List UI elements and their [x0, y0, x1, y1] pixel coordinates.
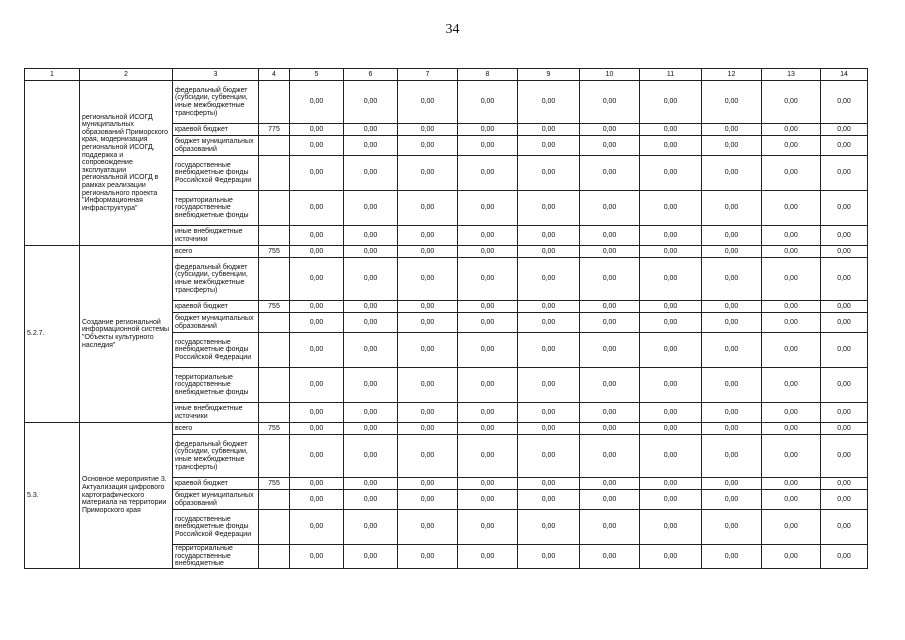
- grbs-code: [259, 510, 290, 545]
- funding-source: федеральный бюджет (субсидии, субвенции, иные межбюджетные трансферты): [173, 435, 259, 478]
- amount-cell: 0,00: [702, 301, 762, 313]
- column-header: 5: [290, 69, 344, 81]
- amount-cell: 0,00: [640, 246, 702, 258]
- column-header: 3: [173, 69, 259, 81]
- amount-cell: 0,00: [580, 333, 640, 368]
- header-row: [25, 69, 868, 81]
- amount-cell: 0,00: [398, 246, 458, 258]
- amount-cell: 0,00: [762, 258, 821, 301]
- column-header: 10: [580, 69, 640, 81]
- grbs-code: [259, 191, 290, 226]
- column-header: 1: [25, 69, 80, 81]
- amount-cell: 0,00: [580, 226, 640, 246]
- amount-cell: 0,00: [762, 156, 821, 191]
- amount-cell: 0,00: [821, 545, 868, 569]
- amount-cell: 0,00: [458, 246, 518, 258]
- amount-cell: 0,00: [640, 333, 702, 368]
- amount-cell: 0,00: [821, 226, 868, 246]
- amount-cell: 0,00: [344, 226, 398, 246]
- amount-cell: 0,00: [580, 246, 640, 258]
- amount-cell: 0,00: [821, 403, 868, 423]
- amount-cell: 0,00: [458, 81, 518, 124]
- amount-cell: 0,00: [458, 545, 518, 569]
- amount-cell: 0,00: [580, 81, 640, 124]
- amount-cell: 0,00: [290, 333, 344, 368]
- amount-cell: 0,00: [290, 313, 344, 333]
- amount-cell: 0,00: [398, 313, 458, 333]
- amount-cell: 0,00: [821, 136, 868, 156]
- amount-cell: 0,00: [640, 81, 702, 124]
- amount-cell: 0,00: [344, 258, 398, 301]
- amount-cell: 0,00: [580, 368, 640, 403]
- column-header: 6: [344, 69, 398, 81]
- amount-cell: 0,00: [518, 368, 580, 403]
- amount-cell: 0,00: [458, 313, 518, 333]
- funding-source: иные внебюджетные источники: [173, 403, 259, 423]
- amount-cell: 0,00: [518, 423, 580, 435]
- amount-cell: 0,00: [518, 510, 580, 545]
- amount-cell: 0,00: [762, 435, 821, 478]
- amount-cell: 0,00: [518, 156, 580, 191]
- amount-cell: 0,00: [344, 156, 398, 191]
- funding-source: государственные внебюджетные фонды Российской Федерации: [173, 510, 259, 545]
- amount-cell: 0,00: [344, 136, 398, 156]
- funding-source: бюджет муниципальных образований: [173, 313, 259, 333]
- amount-cell: 0,00: [344, 435, 398, 478]
- amount-cell: 0,00: [640, 368, 702, 403]
- budget-table: [24, 68, 868, 569]
- amount-cell: 0,00: [290, 301, 344, 313]
- funding-source: территориальные государственные внебюджетные: [173, 545, 259, 569]
- amount-cell: 0,00: [821, 435, 868, 478]
- amount-cell: 0,00: [518, 246, 580, 258]
- amount-cell: 0,00: [458, 258, 518, 301]
- amount-cell: 0,00: [702, 545, 762, 569]
- amount-cell: 0,00: [458, 191, 518, 226]
- amount-cell: 0,00: [290, 478, 344, 490]
- amount-cell: 0,00: [398, 258, 458, 301]
- amount-cell: 0,00: [518, 191, 580, 226]
- amount-cell: 0,00: [344, 368, 398, 403]
- funding-source: всего: [173, 423, 259, 435]
- column-header: 4: [259, 69, 290, 81]
- amount-cell: 0,00: [458, 333, 518, 368]
- amount-cell: 0,00: [290, 136, 344, 156]
- amount-cell: 0,00: [458, 156, 518, 191]
- amount-cell: 0,00: [398, 301, 458, 313]
- amount-cell: 0,00: [518, 435, 580, 478]
- amount-cell: 0,00: [398, 403, 458, 423]
- amount-cell: 0,00: [702, 136, 762, 156]
- amount-cell: 0,00: [762, 246, 821, 258]
- amount-cell: 0,00: [702, 333, 762, 368]
- amount-cell: 0,00: [290, 246, 344, 258]
- grbs-code: [259, 333, 290, 368]
- amount-cell: 0,00: [398, 191, 458, 226]
- grbs-code: [259, 368, 290, 403]
- amount-cell: 0,00: [518, 226, 580, 246]
- amount-cell: 0,00: [518, 313, 580, 333]
- column-header: 9: [518, 69, 580, 81]
- amount-cell: 0,00: [518, 478, 580, 490]
- amount-cell: 0,00: [344, 490, 398, 510]
- amount-cell: 0,00: [458, 478, 518, 490]
- amount-cell: 0,00: [640, 423, 702, 435]
- amount-cell: 0,00: [458, 124, 518, 136]
- amount-cell: 0,00: [580, 156, 640, 191]
- amount-cell: 0,00: [762, 301, 821, 313]
- amount-cell: 0,00: [290, 490, 344, 510]
- grbs-code: [259, 313, 290, 333]
- amount-cell: 0,00: [344, 510, 398, 545]
- amount-cell: 0,00: [762, 545, 821, 569]
- funding-source: государственные внебюджетные фонды Российской Федерации: [173, 156, 259, 191]
- funding-source: территориальные государственные внебюджетные фонды: [173, 191, 259, 226]
- amount-cell: 0,00: [640, 403, 702, 423]
- amount-cell: 0,00: [640, 191, 702, 226]
- amount-cell: 0,00: [821, 313, 868, 333]
- funding-source: бюджет муниципальных образований: [173, 136, 259, 156]
- amount-cell: 0,00: [702, 368, 762, 403]
- funding-source: иные внебюджетные источники: [173, 226, 259, 246]
- amount-cell: 0,00: [580, 478, 640, 490]
- amount-cell: 0,00: [640, 545, 702, 569]
- amount-cell: 0,00: [640, 124, 702, 136]
- amount-cell: 0,00: [762, 313, 821, 333]
- amount-cell: 0,00: [762, 226, 821, 246]
- amount-cell: 0,00: [344, 246, 398, 258]
- amount-cell: 0,00: [518, 136, 580, 156]
- amount-cell: 0,00: [762, 124, 821, 136]
- amount-cell: 0,00: [290, 191, 344, 226]
- amount-cell: 0,00: [762, 191, 821, 226]
- funding-source: краевой бюджет: [173, 124, 259, 136]
- item-name: региональной ИСОГД муниципальных образований Приморского края, модернизация региональной ИСОГД, поддержка и сопровождение эксплуатации региональной ИСОГД в рамках реализации регионального проекта "Информационная инфраструктура": [80, 81, 173, 246]
- amount-cell: 0,00: [580, 510, 640, 545]
- item-name: Основное мероприятие 3. Актуализация цифрового картографического материала на территории Приморского края: [80, 423, 173, 569]
- amount-cell: 0,00: [518, 333, 580, 368]
- grbs-code: [259, 490, 290, 510]
- item-code: [25, 81, 80, 246]
- amount-cell: 0,00: [640, 156, 702, 191]
- grbs-code: [259, 81, 290, 124]
- amount-cell: 0,00: [458, 136, 518, 156]
- column-header: 13: [762, 69, 821, 81]
- amount-cell: 0,00: [290, 124, 344, 136]
- amount-cell: 0,00: [702, 510, 762, 545]
- amount-cell: 0,00: [458, 423, 518, 435]
- amount-cell: 0,00: [518, 124, 580, 136]
- amount-cell: 0,00: [518, 258, 580, 301]
- amount-cell: 0,00: [762, 403, 821, 423]
- amount-cell: 0,00: [290, 435, 344, 478]
- amount-cell: 0,00: [398, 333, 458, 368]
- amount-cell: 0,00: [702, 313, 762, 333]
- amount-cell: 0,00: [344, 124, 398, 136]
- amount-cell: 0,00: [290, 81, 344, 124]
- amount-cell: 0,00: [762, 510, 821, 545]
- amount-cell: 0,00: [580, 403, 640, 423]
- amount-cell: 0,00: [640, 478, 702, 490]
- amount-cell: 0,00: [344, 81, 398, 124]
- funding-source: бюджет муниципальных образований: [173, 490, 259, 510]
- amount-cell: 0,00: [290, 423, 344, 435]
- amount-cell: 0,00: [398, 156, 458, 191]
- amount-cell: 0,00: [580, 191, 640, 226]
- amount-cell: 0,00: [344, 301, 398, 313]
- amount-cell: 0,00: [344, 545, 398, 569]
- amount-cell: 0,00: [640, 136, 702, 156]
- grbs-code: 755: [259, 423, 290, 435]
- amount-cell: 0,00: [458, 226, 518, 246]
- item-code: 5.2.7.: [25, 246, 80, 423]
- table-row: [25, 246, 868, 258]
- amount-cell: 0,00: [398, 490, 458, 510]
- amount-cell: 0,00: [762, 423, 821, 435]
- grbs-code: [259, 136, 290, 156]
- amount-cell: 0,00: [580, 313, 640, 333]
- funding-source: федеральный бюджет (субсидии, субвенции, иные межбюджетные трансферты): [173, 81, 259, 124]
- amount-cell: 0,00: [640, 490, 702, 510]
- amount-cell: 0,00: [702, 403, 762, 423]
- amount-cell: 0,00: [344, 478, 398, 490]
- amount-cell: 0,00: [398, 226, 458, 246]
- grbs-code: 755: [259, 246, 290, 258]
- amount-cell: 0,00: [821, 368, 868, 403]
- amount-cell: 0,00: [518, 490, 580, 510]
- amount-cell: 0,00: [762, 81, 821, 124]
- amount-cell: 0,00: [344, 403, 398, 423]
- table-row: [25, 423, 868, 435]
- amount-cell: 0,00: [702, 246, 762, 258]
- column-header: 12: [702, 69, 762, 81]
- amount-cell: 0,00: [290, 258, 344, 301]
- column-header: 8: [458, 69, 518, 81]
- amount-cell: 0,00: [290, 226, 344, 246]
- grbs-code: 755: [259, 301, 290, 313]
- amount-cell: 0,00: [580, 490, 640, 510]
- grbs-code: 755: [259, 478, 290, 490]
- amount-cell: 0,00: [398, 545, 458, 569]
- amount-cell: 0,00: [702, 258, 762, 301]
- amount-cell: 0,00: [344, 191, 398, 226]
- amount-cell: 0,00: [762, 333, 821, 368]
- amount-cell: 0,00: [821, 191, 868, 226]
- amount-cell: 0,00: [821, 478, 868, 490]
- column-header: 14: [821, 69, 868, 81]
- grbs-code: [259, 258, 290, 301]
- amount-cell: 0,00: [580, 301, 640, 313]
- grbs-code: [259, 545, 290, 569]
- amount-cell: 0,00: [821, 333, 868, 368]
- amount-cell: 0,00: [580, 124, 640, 136]
- amount-cell: 0,00: [398, 136, 458, 156]
- amount-cell: 0,00: [344, 333, 398, 368]
- amount-cell: 0,00: [398, 368, 458, 403]
- amount-cell: 0,00: [518, 81, 580, 124]
- item-code: 5.3.: [25, 423, 80, 569]
- grbs-code: 775: [259, 124, 290, 136]
- amount-cell: 0,00: [580, 545, 640, 569]
- page-number: 34: [445, 22, 460, 37]
- amount-cell: 0,00: [344, 423, 398, 435]
- amount-cell: 0,00: [821, 301, 868, 313]
- funding-source: всего: [173, 246, 259, 258]
- amount-cell: 0,00: [702, 435, 762, 478]
- amount-cell: 0,00: [702, 423, 762, 435]
- amount-cell: 0,00: [702, 81, 762, 124]
- item-name: Создание региональной информационной системы "Объекты культурного наследия": [80, 246, 173, 423]
- amount-cell: 0,00: [821, 258, 868, 301]
- table-row: [25, 81, 868, 124]
- amount-cell: 0,00: [458, 490, 518, 510]
- amount-cell: 0,00: [458, 301, 518, 313]
- funding-source: федеральный бюджет (субсидии, субвенции, иные межбюджетные трансферты): [173, 258, 259, 301]
- amount-cell: 0,00: [640, 258, 702, 301]
- amount-cell: 0,00: [702, 226, 762, 246]
- amount-cell: 0,00: [518, 301, 580, 313]
- amount-cell: 0,00: [821, 510, 868, 545]
- amount-cell: 0,00: [398, 423, 458, 435]
- amount-cell: 0,00: [458, 435, 518, 478]
- amount-cell: 0,00: [518, 403, 580, 423]
- amount-cell: 0,00: [344, 313, 398, 333]
- amount-cell: 0,00: [702, 478, 762, 490]
- amount-cell: 0,00: [290, 156, 344, 191]
- amount-cell: 0,00: [702, 490, 762, 510]
- funding-source: государственные внебюджетные фонды Российской Федерации: [173, 333, 259, 368]
- amount-cell: 0,00: [398, 510, 458, 545]
- amount-cell: 0,00: [821, 246, 868, 258]
- amount-cell: 0,00: [640, 226, 702, 246]
- amount-cell: 0,00: [580, 423, 640, 435]
- amount-cell: 0,00: [821, 124, 868, 136]
- amount-cell: 0,00: [702, 156, 762, 191]
- table-body: [25, 81, 868, 569]
- funding-source: территориальные государственные внебюджетные фонды: [173, 368, 259, 403]
- column-header: 7: [398, 69, 458, 81]
- amount-cell: 0,00: [762, 136, 821, 156]
- amount-cell: 0,00: [762, 478, 821, 490]
- amount-cell: 0,00: [640, 301, 702, 313]
- amount-cell: 0,00: [290, 403, 344, 423]
- amount-cell: 0,00: [821, 156, 868, 191]
- amount-cell: 0,00: [580, 136, 640, 156]
- amount-cell: 0,00: [580, 435, 640, 478]
- amount-cell: 0,00: [290, 510, 344, 545]
- amount-cell: 0,00: [398, 435, 458, 478]
- amount-cell: 0,00: [398, 124, 458, 136]
- amount-cell: 0,00: [458, 510, 518, 545]
- grbs-code: [259, 156, 290, 191]
- amount-cell: 0,00: [702, 191, 762, 226]
- grbs-code: [259, 226, 290, 246]
- amount-cell: 0,00: [640, 510, 702, 545]
- amount-cell: 0,00: [458, 403, 518, 423]
- amount-cell: 0,00: [640, 313, 702, 333]
- amount-cell: 0,00: [290, 545, 344, 569]
- column-header: 2: [80, 69, 173, 81]
- amount-cell: 0,00: [821, 423, 868, 435]
- amount-cell: 0,00: [821, 490, 868, 510]
- amount-cell: 0,00: [640, 435, 702, 478]
- funding-source: краевой бюджет: [173, 301, 259, 313]
- amount-cell: 0,00: [762, 368, 821, 403]
- funding-source: краевой бюджет: [173, 478, 259, 490]
- amount-cell: 0,00: [398, 81, 458, 124]
- grbs-code: [259, 435, 290, 478]
- column-header: 11: [640, 69, 702, 81]
- amount-cell: 0,00: [458, 368, 518, 403]
- amount-cell: 0,00: [290, 368, 344, 403]
- amount-cell: 0,00: [762, 490, 821, 510]
- amount-cell: 0,00: [518, 545, 580, 569]
- amount-cell: 0,00: [580, 258, 640, 301]
- amount-cell: 0,00: [821, 81, 868, 124]
- amount-cell: 0,00: [702, 124, 762, 136]
- amount-cell: 0,00: [398, 478, 458, 490]
- grbs-code: [259, 403, 290, 423]
